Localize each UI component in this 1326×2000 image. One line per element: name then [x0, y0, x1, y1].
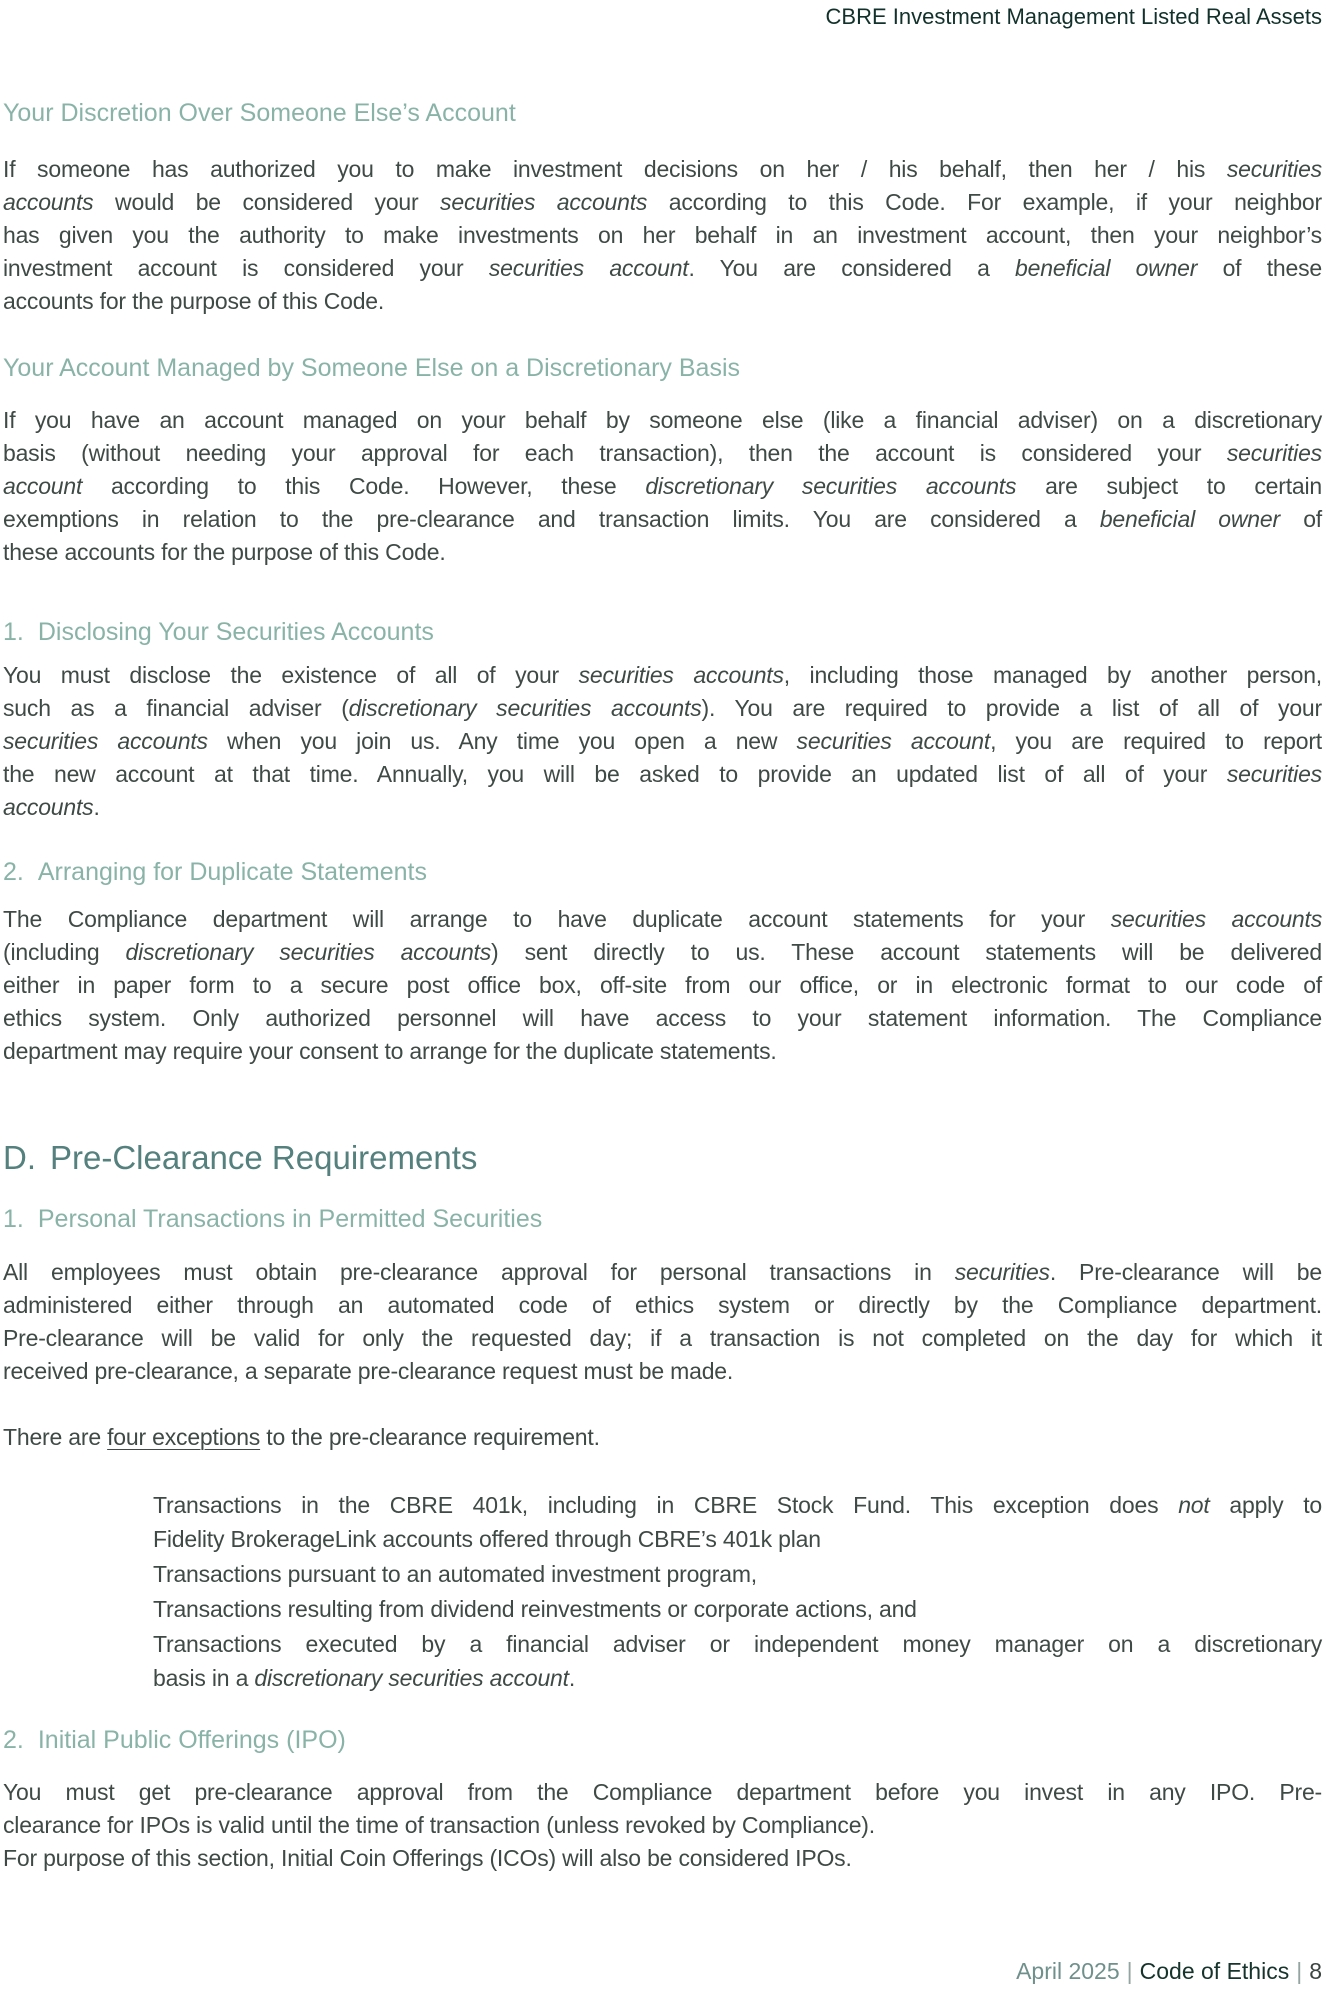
heading-title: Pre-Clearance Requirements	[50, 1139, 478, 1176]
text-line: Transactions resulting from dividend reinvestments or corporate actions, and	[153, 1596, 917, 1622]
text-line: department may require your consent to arrange for the duplicate statements.	[3, 1038, 777, 1064]
text-line: The Compliance department will arrange to have duplicate account statements for your securities accounts	[3, 906, 1322, 932]
section-heading-disclosing-securities-accounts	[3, 616, 1322, 648]
heading-title: Disclosing Your Securities Accounts	[37, 618, 434, 646]
page-footer	[3, 1956, 1322, 1986]
text-line: accounts.	[3, 794, 100, 820]
text-line: basis in a discretionary securities account.	[153, 1665, 576, 1691]
text-line: such as a financial adviser (discretionary securities accounts). You are required to provide a list of all of your	[3, 695, 1322, 721]
paragraph-disclosing-accounts	[3, 659, 1322, 824]
text-line: clearance for IPOs is valid until the time of transaction (unless revoked by Compliance).	[3, 1812, 875, 1838]
heading-number: 2.	[3, 1726, 24, 1754]
text-line: If you have an account managed on your behalf by someone else (like a financial adviser) on a discretionary	[3, 407, 1322, 433]
text-line: There are four exceptions to the pre-clearance requirement.	[3, 1424, 600, 1450]
text-line: administered either through an automated code of ethics system or directly by the Compliance department.	[3, 1292, 1322, 1318]
footer-document-title: Code of Ethics	[1139, 1958, 1290, 1984]
heading-number: 1.	[3, 618, 24, 646]
page-header: CBRE Investment Management Listed Real Assets	[825, 4, 1322, 29]
text-line: For purpose of this section, Initial Coin Offerings (ICOs) will also be considered IPOs.	[3, 1845, 852, 1871]
text-line: either in paper form to a secure post office box, off-site from our office, or in electronic format to our code of	[3, 972, 1322, 998]
text-line: All employees must obtain pre-clearance approval for personal transactions in securities. Pre-clearance will be	[3, 1259, 1322, 1285]
text-line: has given you the authority to make investments on her behalf in an investment account, then your neighbor’s	[3, 222, 1322, 248]
paragraph-managed-account	[3, 404, 1322, 569]
text-line: securities accounts when you join us. Any time you open a new securities account, you are required to report	[3, 728, 1322, 754]
section-heading-arranging-duplicate-statements	[3, 856, 1322, 888]
section-heading-account-managed-by-someone-else: Your Account Managed by Someone Else on a Discretionary Basis	[3, 354, 740, 382]
list-item	[153, 1627, 1322, 1695]
section-heading-personal-transactions	[3, 1203, 1322, 1235]
text-line: account according to this Code. However, these discretionary securities accounts are subject to certain	[3, 473, 1322, 499]
text-line: Fidelity BrokerageLink accounts offered through CBRE’s 401k plan	[153, 1526, 821, 1552]
heading-title: Initial Public Offerings (IPO)	[37, 1726, 346, 1754]
text-line: basis (without needing your approval for each transaction), then the account is considered your securities	[3, 440, 1322, 466]
text-line: exemptions in relation to the pre-clearance and transaction limits. You are considered a beneficial owner of	[3, 506, 1322, 532]
list-item	[153, 1557, 1322, 1591]
list-item	[153, 1592, 1322, 1626]
heading-letter: D.	[3, 1139, 36, 1176]
text-line: received pre-clearance, a separate pre-clearance request must be made.	[3, 1358, 734, 1384]
paragraph-personal-transactions	[3, 1256, 1322, 1388]
paragraph-duplicate-statements	[3, 903, 1322, 1068]
text-line: the new account at that time. Annually, you will be asked to provide an updated list of all of your securities	[3, 761, 1322, 787]
text-line: Transactions in the CBRE 401k, including in CBRE Stock Fund. This exception does not apply to	[153, 1492, 1322, 1518]
footer-separator: |	[1126, 1958, 1133, 1984]
footer-separator: |	[1296, 1958, 1303, 1984]
section-heading-initial-public-offerings	[3, 1724, 1322, 1756]
text-line: (including discretionary securities accounts) sent directly to us. These account statements will be delivered	[3, 939, 1322, 965]
paragraph-four-exceptions	[3, 1421, 1322, 1454]
heading-number: 2.	[3, 858, 24, 886]
section-heading-preclearance-requirements	[3, 1138, 1322, 1178]
text-line: If someone has authorized you to make investment decisions on her / his behalf, then her / his securities	[3, 156, 1322, 182]
section-heading-discretion-over-someone-elses-account: Your Discretion Over Someone Else’s Account	[3, 99, 516, 127]
heading-title: Arranging for Duplicate Statements	[37, 858, 427, 886]
text-line: investment account is considered your securities account. You are considered a beneficial owner of these	[3, 255, 1322, 281]
text-line: Transactions executed by a financial adviser or independent money manager on a discretionary	[153, 1631, 1322, 1657]
text-line: accounts would be considered your securities accounts according to this Code. For example, if your neighbor	[3, 189, 1322, 215]
heading-number: 1.	[3, 1205, 24, 1233]
heading-title: Personal Transactions in Permitted Securities	[37, 1205, 543, 1233]
exceptions-list	[153, 1488, 1322, 1696]
text-line: these accounts for the purpose of this Code.	[3, 539, 446, 565]
text-line: ethics system. Only authorized personnel will have access to your statement information. The Compliance	[3, 1005, 1322, 1031]
paragraph-ipo	[3, 1776, 1322, 1875]
text-line: You must get pre-clearance approval from the Compliance department before you invest in any IPO. Pre-	[3, 1779, 1322, 1805]
paragraph-discretion	[3, 153, 1322, 318]
text-line: You must disclose the existence of all of your securities accounts, including those managed by another person,	[3, 662, 1323, 688]
list-item	[153, 1488, 1322, 1556]
text-line: accounts for the purpose of this Code.	[3, 288, 385, 314]
footer-page-number: 8	[1309, 1958, 1322, 1984]
text-line: Transactions pursuant to an automated investment program,	[153, 1561, 757, 1587]
text-line: Pre-clearance will be valid for only the requested day; if a transaction is not completed on the day for which it	[3, 1325, 1322, 1351]
footer-date: April 2025	[1016, 1958, 1120, 1984]
